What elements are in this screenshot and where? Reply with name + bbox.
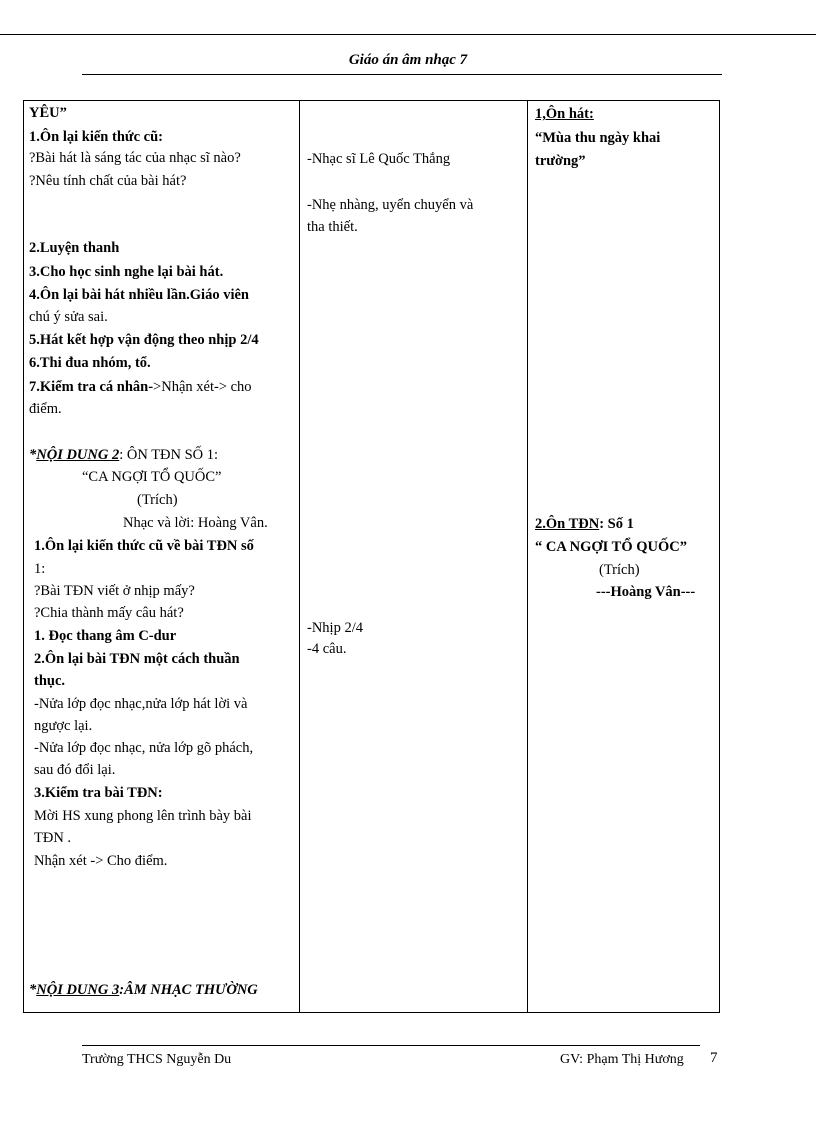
activity: Mời HS xung phong lên trình bày bài [34, 808, 252, 824]
answer-cont: tha thiết. [307, 219, 358, 235]
answer: -Nhịp 2/4 [307, 620, 363, 636]
content-2-heading: *NỘI DUNG 2: ÔN TĐN SỐ 1: [29, 447, 219, 463]
activity: TĐN . [34, 830, 72, 846]
board-song-cont: trường” [535, 153, 586, 169]
question: ?Chia thành mấy câu hát? [34, 605, 184, 621]
activity: -Nửa lớp đọc nhạc,nửa lớp hát lời và [34, 696, 248, 712]
step: 1. Đọc thang âm C-dur [34, 628, 177, 644]
question: ?Nêu tính chất của bài hát? [29, 173, 187, 189]
question: ?Bài TĐN viết ở nhịp mấy? [34, 583, 195, 599]
step-cont: thục. [34, 673, 66, 689]
top-rule [0, 34, 816, 35]
question: ?Bài hát là sáng tác của nhạc sĩ nào? [29, 150, 241, 166]
review-heading: 1.Ôn lại kiến thức cũ: [29, 129, 163, 145]
activity: ngược lại. [34, 718, 93, 734]
content-3-heading: *NỘI DUNG 3:ÂM NHẠC THƯỜNG [29, 982, 258, 998]
board-song: “Mùa thu ngày khai [535, 130, 661, 146]
answer: -Nhạc sĩ Lê Quốc Thắng [307, 151, 451, 167]
board-song-note: (Trích) [599, 562, 640, 578]
lesson-table [23, 100, 720, 1013]
section-tail: YÊU” [29, 105, 67, 121]
step: 2.Ôn lại bài TĐN một cách thuần [34, 651, 240, 667]
footer-school: Trường THCS Nguyễn Du [82, 1052, 232, 1067]
step-cont: chú ý sửa sai. [29, 309, 108, 325]
step: 6.Thi đua nhóm, tổ. [29, 355, 151, 371]
answer: -4 câu. [307, 641, 347, 657]
step: 7.Kiểm tra cá nhân->Nhận xét-> cho [29, 379, 252, 395]
song-title: “CA NGỢI TỔ QUỐC” [82, 469, 222, 485]
step: 4.Ôn lại bài hát nhiều lần.Giáo viên [29, 287, 249, 303]
board-song-author: ---Hoàng Vân--- [596, 584, 696, 600]
step: 3.Cho học sinh nghe lại bài hát. [29, 264, 224, 280]
step: 1.Ôn lại kiến thức cũ về bài TĐN số [34, 538, 254, 554]
board-heading: 2.Ôn TĐN: Số 1 [535, 516, 634, 532]
activity: sau đó đổi lại. [34, 762, 116, 778]
song-author: Nhạc và lời: Hoàng Vân. [123, 515, 268, 531]
board-song: “ CA NGỢI TỔ QUỐC” [535, 539, 688, 555]
step: 3.Kiểm tra bài TĐN: [34, 785, 163, 801]
activity: -Nửa lớp đọc nhạc, nửa lớp gõ phách, [34, 740, 254, 756]
page-number: 7 [710, 1050, 718, 1066]
page-header-title: Giáo án âm nhạc 7 [348, 52, 468, 68]
column-divider-2 [527, 101, 528, 1012]
board-heading: 1,Ôn hát: [535, 106, 594, 122]
header-rule [82, 74, 722, 75]
activity: Nhận xét -> Cho điểm. [34, 853, 168, 869]
song-note: (Trích) [137, 492, 178, 508]
footer-teacher: GV: Phạm Thị Hương [560, 1052, 684, 1067]
step-cont: điểm. [29, 401, 62, 417]
step-cont: 1: [34, 561, 46, 577]
footer-rule [82, 1045, 700, 1046]
answer: -Nhẹ nhàng, uyển chuyển và [307, 197, 474, 213]
step: 2.Luyện thanh [29, 240, 120, 256]
step: 5.Hát kết hợp vận động theo nhịp 2/4 [29, 332, 259, 348]
column-divider-1 [299, 101, 300, 1012]
